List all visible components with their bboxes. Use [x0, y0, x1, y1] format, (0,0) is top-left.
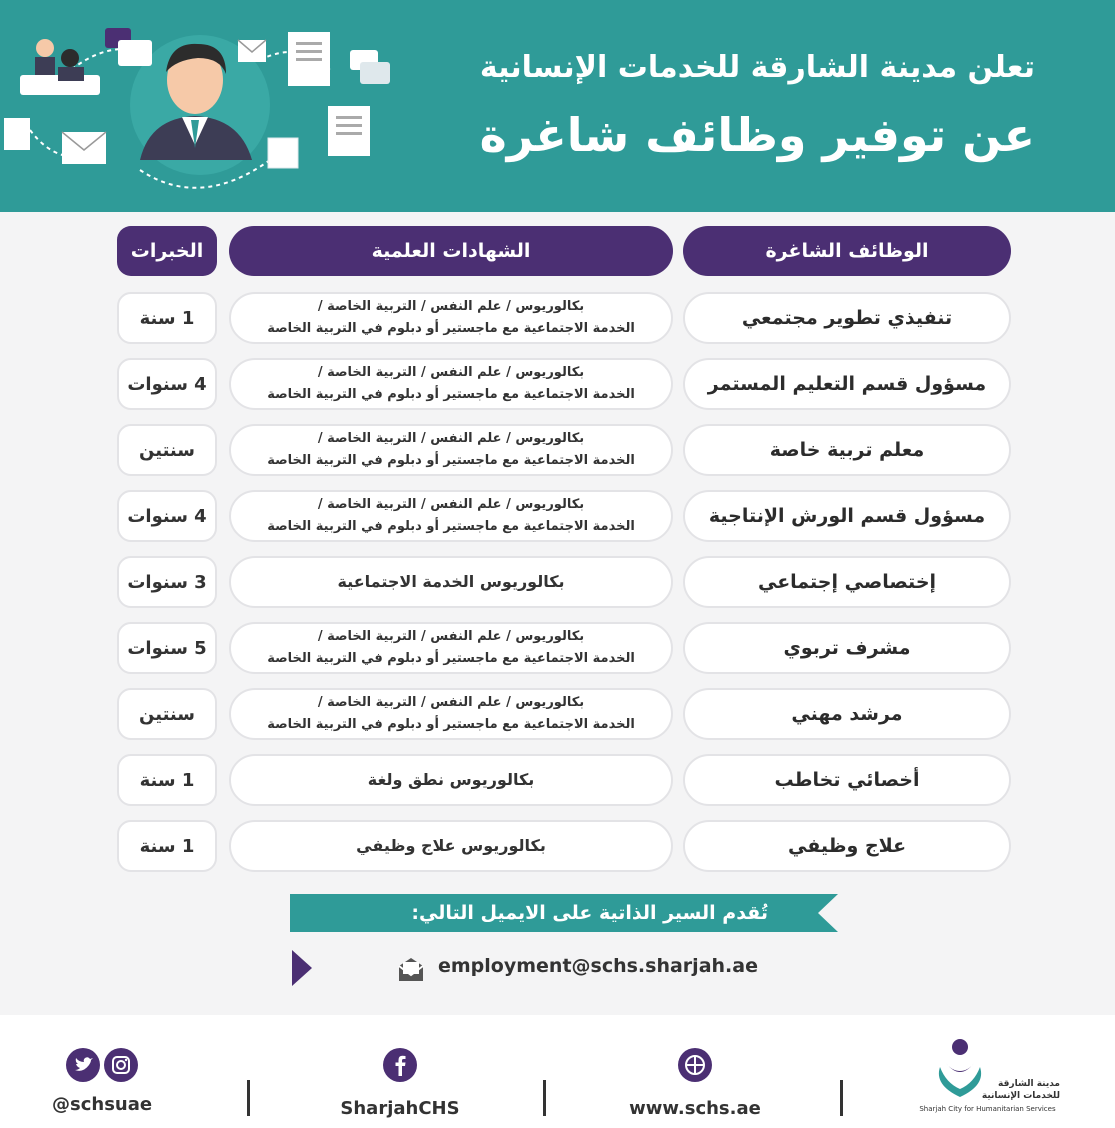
office-illustration-icon [0, 20, 400, 200]
job-title: إختصاصي إجتماعي [683, 556, 1011, 608]
certificate-line: الخدمة الاجتماعية مع ماجستير أو دبلوم في التربية الخاصة [267, 453, 635, 468]
certificate [229, 490, 673, 542]
certificate [229, 292, 673, 344]
certificate [229, 622, 673, 674]
job-title: تنفيذي تطوير مجتمعي [683, 292, 1011, 344]
twitter-icon[interactable] [66, 1048, 100, 1082]
experience: 5 سنوات [117, 622, 217, 674]
social-handle-label: @schsuae [52, 1094, 153, 1115]
certificate-line: بكالوريوس / علم النفس / التربية الخاصة / [317, 497, 585, 512]
experience: سنتين [117, 688, 217, 740]
certificate [229, 358, 673, 410]
facebook-label: SharjahCHS [340, 1098, 460, 1119]
job-title: معلم تربية خاصة [683, 424, 1011, 476]
announcement-line: تعلن مدينة الشارقة للخدمات الإنسانية [479, 50, 1035, 85]
certificate-line: الخدمة الاجتماعية مع ماجستير أو دبلوم في التربية الخاصة [267, 387, 635, 402]
certificate-line: بكالوريوس / علم النفس / التربية الخاصة / [317, 695, 585, 710]
experience: 1 سنة [117, 292, 217, 344]
job-title: مرشد مهني [683, 688, 1011, 740]
certificate: بكالوريوس الخدمة الاجتماعية [229, 556, 673, 608]
certificate-line: بكالوريوس / علم النفس / التربية الخاصة / [317, 431, 585, 446]
certificate-line: الخدمة الاجتماعية مع ماجستير أو دبلوم في التربية الخاصة [267, 321, 635, 336]
certificate: بكالوريوس نطق ولغة [229, 754, 673, 806]
header-banner [0, 0, 1115, 212]
experience: 1 سنة [117, 754, 217, 806]
announcement-title: عن توفير وظائف شاغرة [479, 108, 1035, 162]
job-title: مشرف تربوي [683, 622, 1011, 674]
arrow-right-icon [290, 948, 314, 988]
experience: سنتين [117, 424, 217, 476]
experience: 4 سنوات [117, 490, 217, 542]
experience: 4 سنوات [117, 358, 217, 410]
footer-divider [247, 1080, 250, 1116]
social-handle[interactable] [52, 1048, 152, 1115]
column-certificates: الشهادات العلمية [229, 226, 673, 276]
logo-arabic-1: مدينة الشارقة [998, 1079, 1060, 1089]
certificate [229, 688, 673, 740]
certificate-line: الخدمة الاجتماعية مع ماجستير أو دبلوم في التربية الخاصة [267, 519, 635, 534]
certificate-line: بكالوريوس / علم النفس / التربية الخاصة / [317, 299, 585, 314]
experience: 1 سنة [117, 820, 217, 872]
email-link[interactable]: employment@schs.sharjah.ae [438, 955, 758, 977]
apply-instruction: تُقدم السير الذاتية على الايميل التالي: [411, 902, 768, 924]
email-row [290, 945, 838, 991]
website-label: www.schs.ae [629, 1098, 761, 1119]
footer-divider [543, 1080, 546, 1116]
job-title: أخصائي تخاطب [683, 754, 1011, 806]
job-title: مسؤول قسم الورش الإنتاجية [683, 490, 1011, 542]
certificate-line: الخدمة الاجتماعية مع ماجستير أو دبلوم في التربية الخاصة [267, 717, 635, 732]
instagram-icon[interactable] [104, 1048, 138, 1082]
footer-divider [840, 1080, 843, 1116]
website-link[interactable] [620, 1048, 770, 1119]
facebook-link[interactable] [330, 1048, 470, 1119]
logo-english: Sharjah City for Humanitarian Services [919, 1105, 1056, 1113]
job-title: مسؤول قسم التعليم المستمر [683, 358, 1011, 410]
globe-icon[interactable] [678, 1048, 712, 1082]
certificate: بكالوريوس علاج وظيفي [229, 820, 673, 872]
column-jobs: الوظائف الشاغرة [683, 226, 1011, 276]
footer [0, 1015, 1115, 1128]
experience: 3 سنوات [117, 556, 217, 608]
facebook-icon[interactable] [383, 1048, 417, 1082]
logo-arabic-2: للخدمات الإنسانية [981, 1091, 1060, 1101]
apply-banner [290, 894, 838, 932]
job-title: علاج وظيفي [683, 820, 1011, 872]
certificate-line: بكالوريوس / علم النفس / التربية الخاصة / [317, 365, 585, 380]
certificate-line: بكالوريوس / علم النفس / التربية الخاصة / [317, 629, 585, 644]
column-experience: الخبرات [117, 226, 217, 276]
certificate [229, 424, 673, 476]
mail-icon [396, 955, 426, 983]
certificate-line: الخدمة الاجتماعية مع ماجستير أو دبلوم في التربية الخاصة [267, 651, 635, 666]
